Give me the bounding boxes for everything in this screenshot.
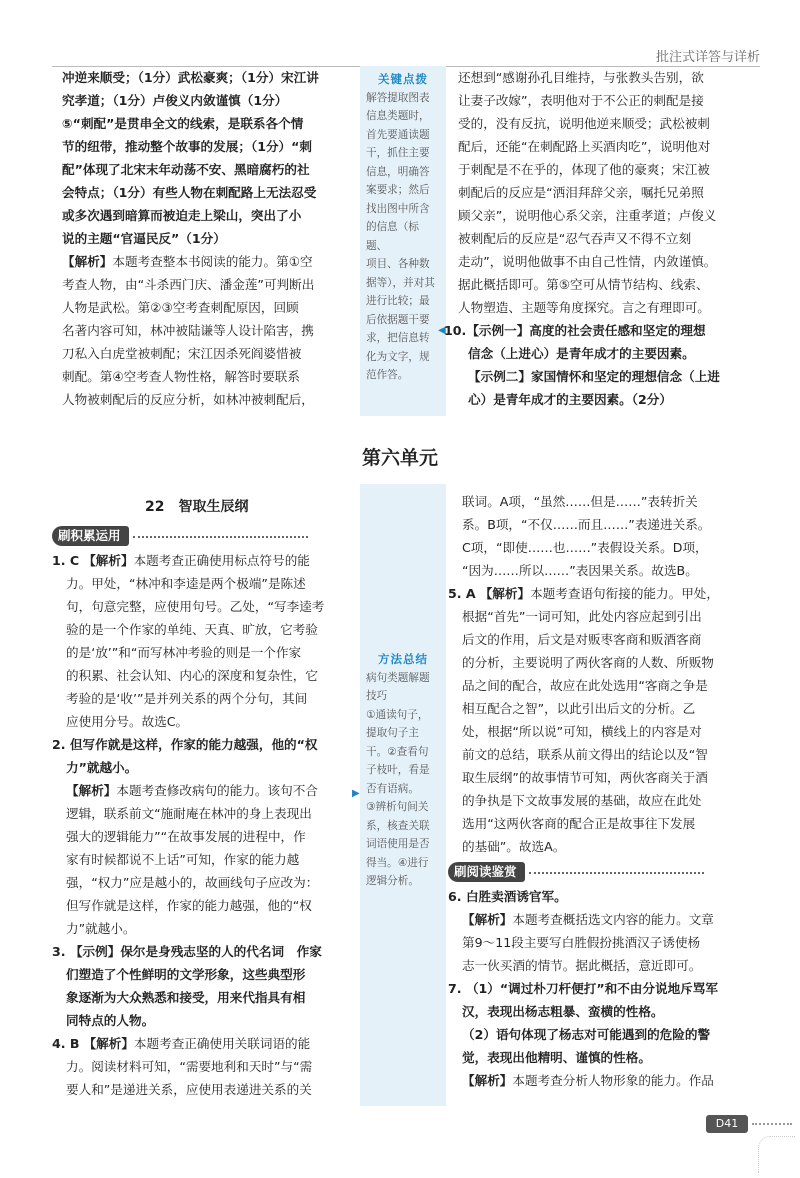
q7-answer-line: （2）语句体现了杨志对可能遇到的危险的警 [462, 1027, 711, 1042]
analysis-line: 应使用分号。故选C。 [66, 714, 189, 729]
lesson-title: 22 智取生辰纲 [145, 499, 249, 515]
sidebar-line: 找出图中所含 [366, 202, 430, 215]
analysis-line: 名著内容可知，林冲被陆谦等人设计陷害，携 [62, 323, 314, 338]
analysis-line: 配后，还能“在刺配路上买酒肉吃”，说明他对 [458, 139, 711, 154]
analysis-line: 考验的是‘收’”是并列关系的两个分句，其间 [66, 691, 308, 706]
analysis-line: 联词。A项，“虽然……但是……”表转折关 [462, 494, 698, 509]
sidebar-line: 首先要通读题 [366, 128, 430, 141]
q3-answer-line: 同特点的人物。 [66, 1013, 155, 1028]
sidebar-line: 干。②查看句 [366, 745, 429, 758]
sidebar-line: 求，把信息转 [366, 332, 430, 344]
analysis-text: 本题考查分析人物形象的能力。作品 [512, 1073, 714, 1088]
analysis-line: 的争执是下文故事发展的基础，故应在此处 [462, 793, 702, 808]
q1-line [52, 549, 362, 572]
answer-line: 或多次遇到暗算而被迫走上梁山，突出了小 [62, 208, 302, 223]
answer-line: 冲逆来顺受；（1分）武松豪爽；（1分）宋江讲 [62, 70, 319, 85]
q10-line: 信念（上进心）是青年成才的主要因素。 [468, 346, 695, 361]
section-header [52, 524, 362, 547]
analysis-line: 选用“这两伙客商的配合正是故事往下发展 [462, 816, 696, 831]
analysis-tag: 【解析】 [83, 553, 134, 568]
q3-answer-line: 象逐渐为大众熟悉和接受，用来代指具有相 [66, 990, 306, 1005]
analysis-line [448, 1069, 760, 1092]
pointer-arrow-icon: ◀ [438, 325, 446, 336]
analysis-line [62, 250, 360, 273]
analysis-line: 刺配后的反应是“洒泪拜辞父亲，嘱托兄弟照 [458, 185, 704, 200]
bottom-left-column [52, 524, 362, 1101]
answer-line: 究孝道；（1分）卢俊义内敛谨慎（1分） [62, 93, 288, 108]
analysis-tag: 【解析】 [462, 912, 513, 927]
q2-line [52, 733, 362, 756]
section-badge: 刷阅读鉴赏 [448, 862, 525, 882]
q6-answer: 白胜卖酒诱官军。 [465, 889, 567, 904]
analysis-line: “因为……所以……”表因果关系。故选B。 [462, 563, 698, 578]
q2-answer: 但写作就是这样，作家的能力越强，他的“权 [69, 737, 318, 752]
analysis-line: 让妻子改嫁”，表明他对于不公正的刺配是接 [458, 93, 704, 108]
sidebar-line: 解答提取图表 [366, 91, 430, 104]
analysis-line: 根据“首先”一词可知，此处内容应起到引出 [462, 609, 702, 624]
key-point-sidebar [360, 66, 446, 416]
analysis-line: 顾父亲”，说明他心系父亲，注重孝道；卢俊义 [458, 208, 717, 223]
analysis-line: C项，“即使……也……”表假设关系。D项， [462, 540, 708, 555]
q10-number: 10. [444, 323, 467, 338]
unit-title: 第六单元 [361, 447, 438, 469]
sidebar-line: 化为文字，规 [366, 350, 430, 363]
q5-line [448, 582, 760, 605]
analysis-line: 被刺配后的反应是“忍气吞声又不得不立刻 [458, 231, 692, 246]
running-header: 批注式详答与详析 [655, 50, 760, 65]
sidebar-line: 后依据题干要 [366, 313, 430, 326]
sidebar-line: 病句类题解题 [366, 671, 430, 684]
analysis-line [448, 908, 760, 931]
q10-line: 【示例二】家国情怀和坚定的理想信念（上进 [468, 369, 720, 384]
pointer-arrow-icon: ▶ [352, 788, 360, 799]
q7-answer: （1）“调过朴刀杆便打”和不由分说地斥骂军 [465, 981, 718, 996]
q10-line [444, 319, 758, 342]
top-right-column [444, 66, 758, 411]
q6-number: 6. [448, 889, 462, 904]
sidebar-line: 案要求；然后 [366, 184, 430, 196]
sidebar-line: 子枝叶，看是 [366, 764, 430, 776]
analysis-line: 验的是一个作家的单纯、天真、旷放，它考验 [66, 622, 318, 637]
dotted-rule [133, 536, 308, 538]
analysis-line: 第9～11段主要写白胜假扮挑酒汉子诱使杨 [462, 935, 701, 950]
analysis-line: 强大的逻辑能力”“在故事发展的进程中，作 [66, 829, 306, 844]
analysis-line: 力”就越小。 [66, 921, 136, 936]
q7-answer-line: 汉，表现出杨志粗暴、蛮横的性格。 [462, 1004, 664, 1019]
analysis-line: 人物是武松。第②③空考查刺配原因，回顾 [62, 300, 299, 315]
answer-block [62, 66, 360, 250]
sidebar-line: 信息类题时， [366, 110, 430, 122]
analysis-line: 系。B项，“不仅……而且……”表递进关系。 [462, 517, 711, 532]
answer-line: 会特点；（1分）有些人物在刺配路上无法忍受 [62, 185, 317, 200]
sidebar-title: 方法总结 [378, 652, 428, 666]
analysis-tag: 【解析】 [66, 783, 117, 798]
analysis-line [52, 779, 362, 802]
analysis-line: 处，根据“所以说”可知，横线上的内容是对 [462, 724, 702, 739]
analysis-line: 要人和”是递进关系，应使用表递进关系的关 [66, 1082, 312, 1097]
analysis-line: 前文的总结，联系从前文得出的结论以及“智 [462, 747, 708, 762]
page-number: D41 [706, 1115, 748, 1133]
analysis-tag: 【解析】 [479, 586, 531, 601]
sidebar-line: 提取句子主 [366, 727, 419, 739]
q3-answer-line: 们塑造了个性鲜明的文学形象，这些典型形 [66, 967, 306, 982]
q10-line: 心）是青年成才的主要因素。（2分） [468, 392, 672, 407]
analysis-line: 走动”，说明他做事不由自己性情，内敛谨慎。 [458, 254, 717, 269]
sidebar-line: 技巧 [366, 690, 388, 702]
q5-number: 5. A [448, 586, 476, 601]
analysis-line: 相互配合之智”，以此引出后文的分析。乙 [462, 701, 696, 716]
sidebar-line: 进行比较；最 [366, 295, 430, 307]
method-summary-sidebar [360, 484, 446, 1106]
sidebar-line: ①通读句子， [366, 708, 429, 721]
analysis-line: 志一伙买酒的情节。据此概括，意近即可。 [462, 958, 702, 973]
sidebar-title: 关键点拨 [378, 72, 428, 86]
analysis-line: 的基础”。故选A。 [462, 839, 566, 854]
analysis-line: 还想到“感谢孙孔目维持，与张教头告别，欲 [458, 70, 704, 85]
q6-line [448, 885, 760, 908]
analysis-line: 刀私入白虎堂被刺配；宋江因杀死阎婆惜被 [62, 346, 302, 361]
analysis-line: 刺配。第④空考查人物性格，解答时要联系 [62, 369, 300, 384]
analysis-line: 人物塑造、主题等角度探究。言之有理即可。 [458, 300, 710, 315]
analysis-line: 考查人物，由“斗杀西门庆、潘金莲”可判断出 [62, 277, 315, 292]
analysis-text: 本题考查正确使用标点符号的能 [133, 553, 310, 568]
sidebar-line: 逻辑分析。 [366, 875, 419, 887]
analysis-line: 的分析，主要说明了两伙客商的人数、所贩物 [462, 655, 714, 670]
q7-answer-line: 觉，表现出他精明、谨慎的性格。 [462, 1050, 651, 1065]
dotted-rule [529, 872, 704, 874]
sidebar-line: 干，抓住主要 [366, 147, 430, 159]
analysis-line: 于刺配是不在乎的，体现了他的豪爽；宋江被 [458, 162, 710, 177]
q3-line [52, 940, 362, 963]
answer-line: ⑤“刺配”是贯串全文的线索，是联系各个情 [62, 116, 304, 131]
q4-number: 4. B [52, 1036, 80, 1051]
sidebar-line: 范作答。 [366, 369, 409, 381]
page-dotted-rule [752, 1123, 792, 1125]
analysis-line: 力。阅读材料可知，“需要地利和天时”与“需 [66, 1059, 313, 1074]
analysis-line: 品之间的配合，故应在此处选用“客商之争是 [462, 678, 708, 693]
analysis-line: 的是‘放’”和“而写林冲考验的则是一个作家 [66, 645, 302, 660]
sidebar-line: 系，核查关联 [366, 819, 430, 832]
sidebar-line: 据等），并对其 [366, 276, 435, 289]
top-left-column [62, 66, 360, 411]
analysis-line: 受的，没有反抗，说明他逆来顺受；武松被刺 [458, 116, 710, 131]
q3-answer: 【示例】保尔是身残志坚的人的代名词 作家 [69, 944, 322, 959]
analysis-text: 本题考查修改病句的能力。该句不合 [116, 783, 318, 798]
q2-number: 2. [52, 737, 66, 752]
analysis-line: 逻辑，联系前文“施耐庵在林冲的身上表现出 [66, 806, 312, 821]
sidebar-line: 项目、各种数 [366, 258, 430, 270]
page-corner-decoration [758, 1136, 795, 1173]
sidebar-line: 的信息（标题、 [366, 221, 419, 252]
q7-number: 7. [448, 981, 462, 996]
analysis-tag: 【解析】 [462, 1073, 513, 1088]
analysis-line: 力。甲处，“林冲和李逵是两个极端”是陈述 [66, 576, 306, 591]
q7-line [448, 977, 760, 1000]
answer-line: 说的主题“官逼民反”（1分） [62, 231, 226, 246]
analysis-text: 本题考查整本书阅读的能力。第①空 [112, 254, 313, 269]
analysis-line: 家有时候都说不上话”可知，作家的能力越 [66, 852, 300, 867]
q10-text: 【示例一】高度的社会责任感和坚定的理想 [466, 323, 706, 338]
sidebar-line: 词语使用是否 [366, 838, 430, 850]
analysis-text: 本题考查正确使用关联词语的能 [133, 1036, 311, 1051]
q1-number: 1. C [52, 553, 80, 568]
analysis-line: 人物被刺配后的反应分析，如林冲被刺配后， [62, 392, 314, 407]
q3-number: 3. [52, 944, 66, 959]
q2-answer-line: 力”就越小。 [66, 760, 138, 775]
analysis-line: 强，“权力”应是越小的，故画线句子应改为： [66, 875, 319, 890]
analysis-line: 但写作就是这样，作家的能力越强，他的“权 [66, 898, 312, 913]
section-badge: 刷积累运用 [52, 526, 129, 546]
analysis-tag: 【解析】 [83, 1036, 134, 1051]
answer-line: 配”体现了北宋末年动荡不安、黑暗腐朽的社 [62, 162, 310, 177]
sidebar-line: 得当。④进行 [366, 856, 429, 869]
sidebar-line: 信息，明确答 [366, 165, 430, 178]
bottom-right-column [448, 490, 760, 1092]
analysis-tag: 【解析】 [62, 254, 113, 269]
analysis-line: 句，句意完整，应使用句号。乙处，“写李逵考 [66, 599, 325, 614]
answer-line: 节的纽带，推动整个故事的发展；（1分）“刺 [62, 139, 313, 154]
analysis-line: 的积累、社会认知、内心的深度和复杂性，它 [66, 668, 318, 683]
analysis-line: 据此概括即可。第⑤空可从情节结构、线索、 [458, 277, 709, 292]
analysis-text: 本题考查语句衔接的能力。甲处， [530, 586, 719, 601]
q4-line [52, 1032, 362, 1055]
analysis-text: 本题考查概括选文内容的能力。文章 [512, 912, 714, 927]
analysis-line: 取生辰纲”的故事情节可知，两伙客商关于酒 [462, 770, 708, 785]
analysis-line: 后文的作用，后文是对贩枣客商和贩酒客商 [462, 632, 702, 647]
section-header [448, 860, 760, 883]
sidebar-line: 否有语病。 [366, 782, 419, 795]
sidebar-line: ③辨析句间关 [366, 801, 429, 813]
